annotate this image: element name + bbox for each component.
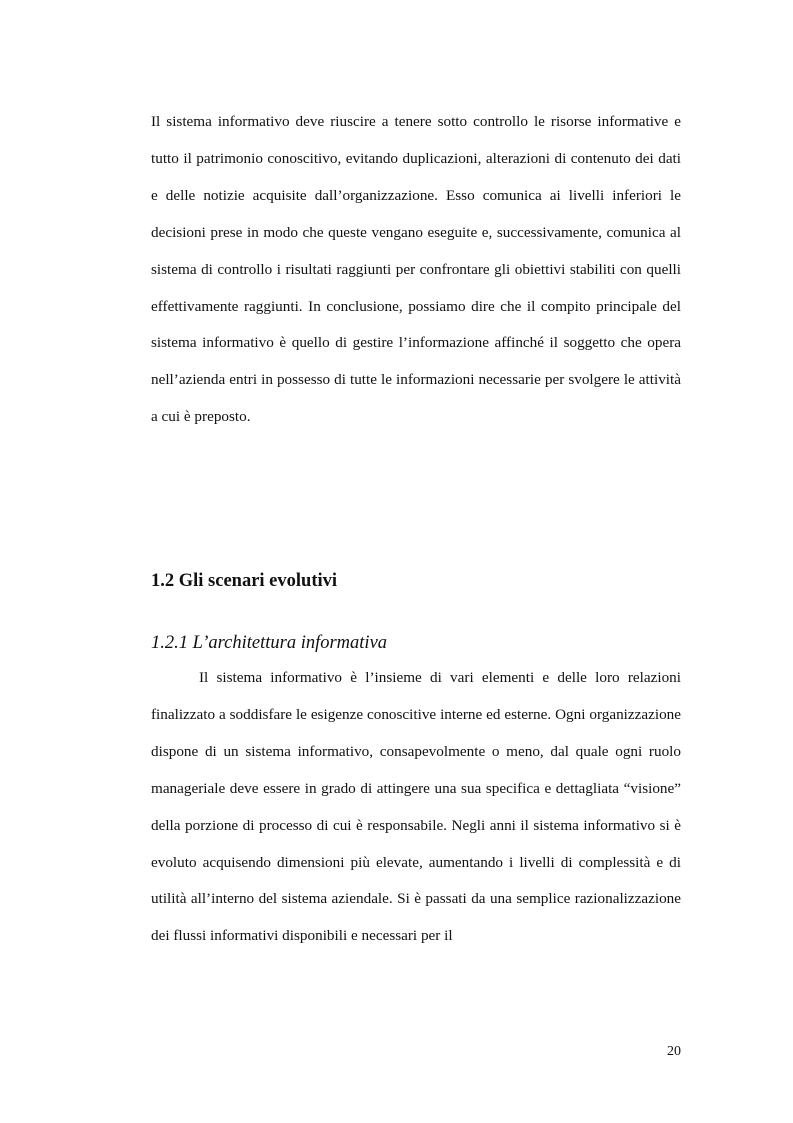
subsection-heading: 1.2.1 L’architettura informativa bbox=[151, 633, 388, 653]
page-number: 20 bbox=[667, 1044, 681, 1059]
section-heading: 1.2 Gli scenari evolutivi bbox=[151, 571, 338, 591]
body-paragraph-2: Il sistema informativo è l’insieme di vari elementi e delle loro relazioni finalizzato a soddisfare le esigenze conoscitive interne ed esterne. Ogni organizzazione dispone di un sistema informativo, consapevolmente o meno, dal quale ogni ruolo manageriale deve essere in grado di attingere una sua specifica e dettagliata “visione” della porzione di processo di cui è responsabile. Negli anni il sistema informativo si è evoluto acquisendo dimensioni più elevate, aumentando i livelli di complessità e di utilità all’interno del sistema aziendale. Si è passati da una semplice razionalizzazione dei flussi informativi disponibili e necessari per il bbox=[151, 669, 681, 945]
body-paragraph-1: Il sistema informativo deve riuscire a tenere sotto controllo le risorse informative e tutto il patrimonio conoscitivo, evitando duplicazioni, alterazioni di contenuto dei dati e delle notizie acquisite dall’organizzazione. Esso comunica ai livelli inferiori le decisioni prese in modo che queste vengano eseguite e, successivamente, comunica al sistema di controllo i risultati raggiunti per confrontare gli obiettivi stabiliti con quelli effettivamente raggiunti. In conclusione, possiamo dire che il compito principale del sistema informativo è quello di gestire l’informazione affinché il soggetto che opera nell’azienda entri in possesso di tutte le informazioni necessarie per svolgere le attività a cui è preposto. bbox=[151, 113, 681, 426]
